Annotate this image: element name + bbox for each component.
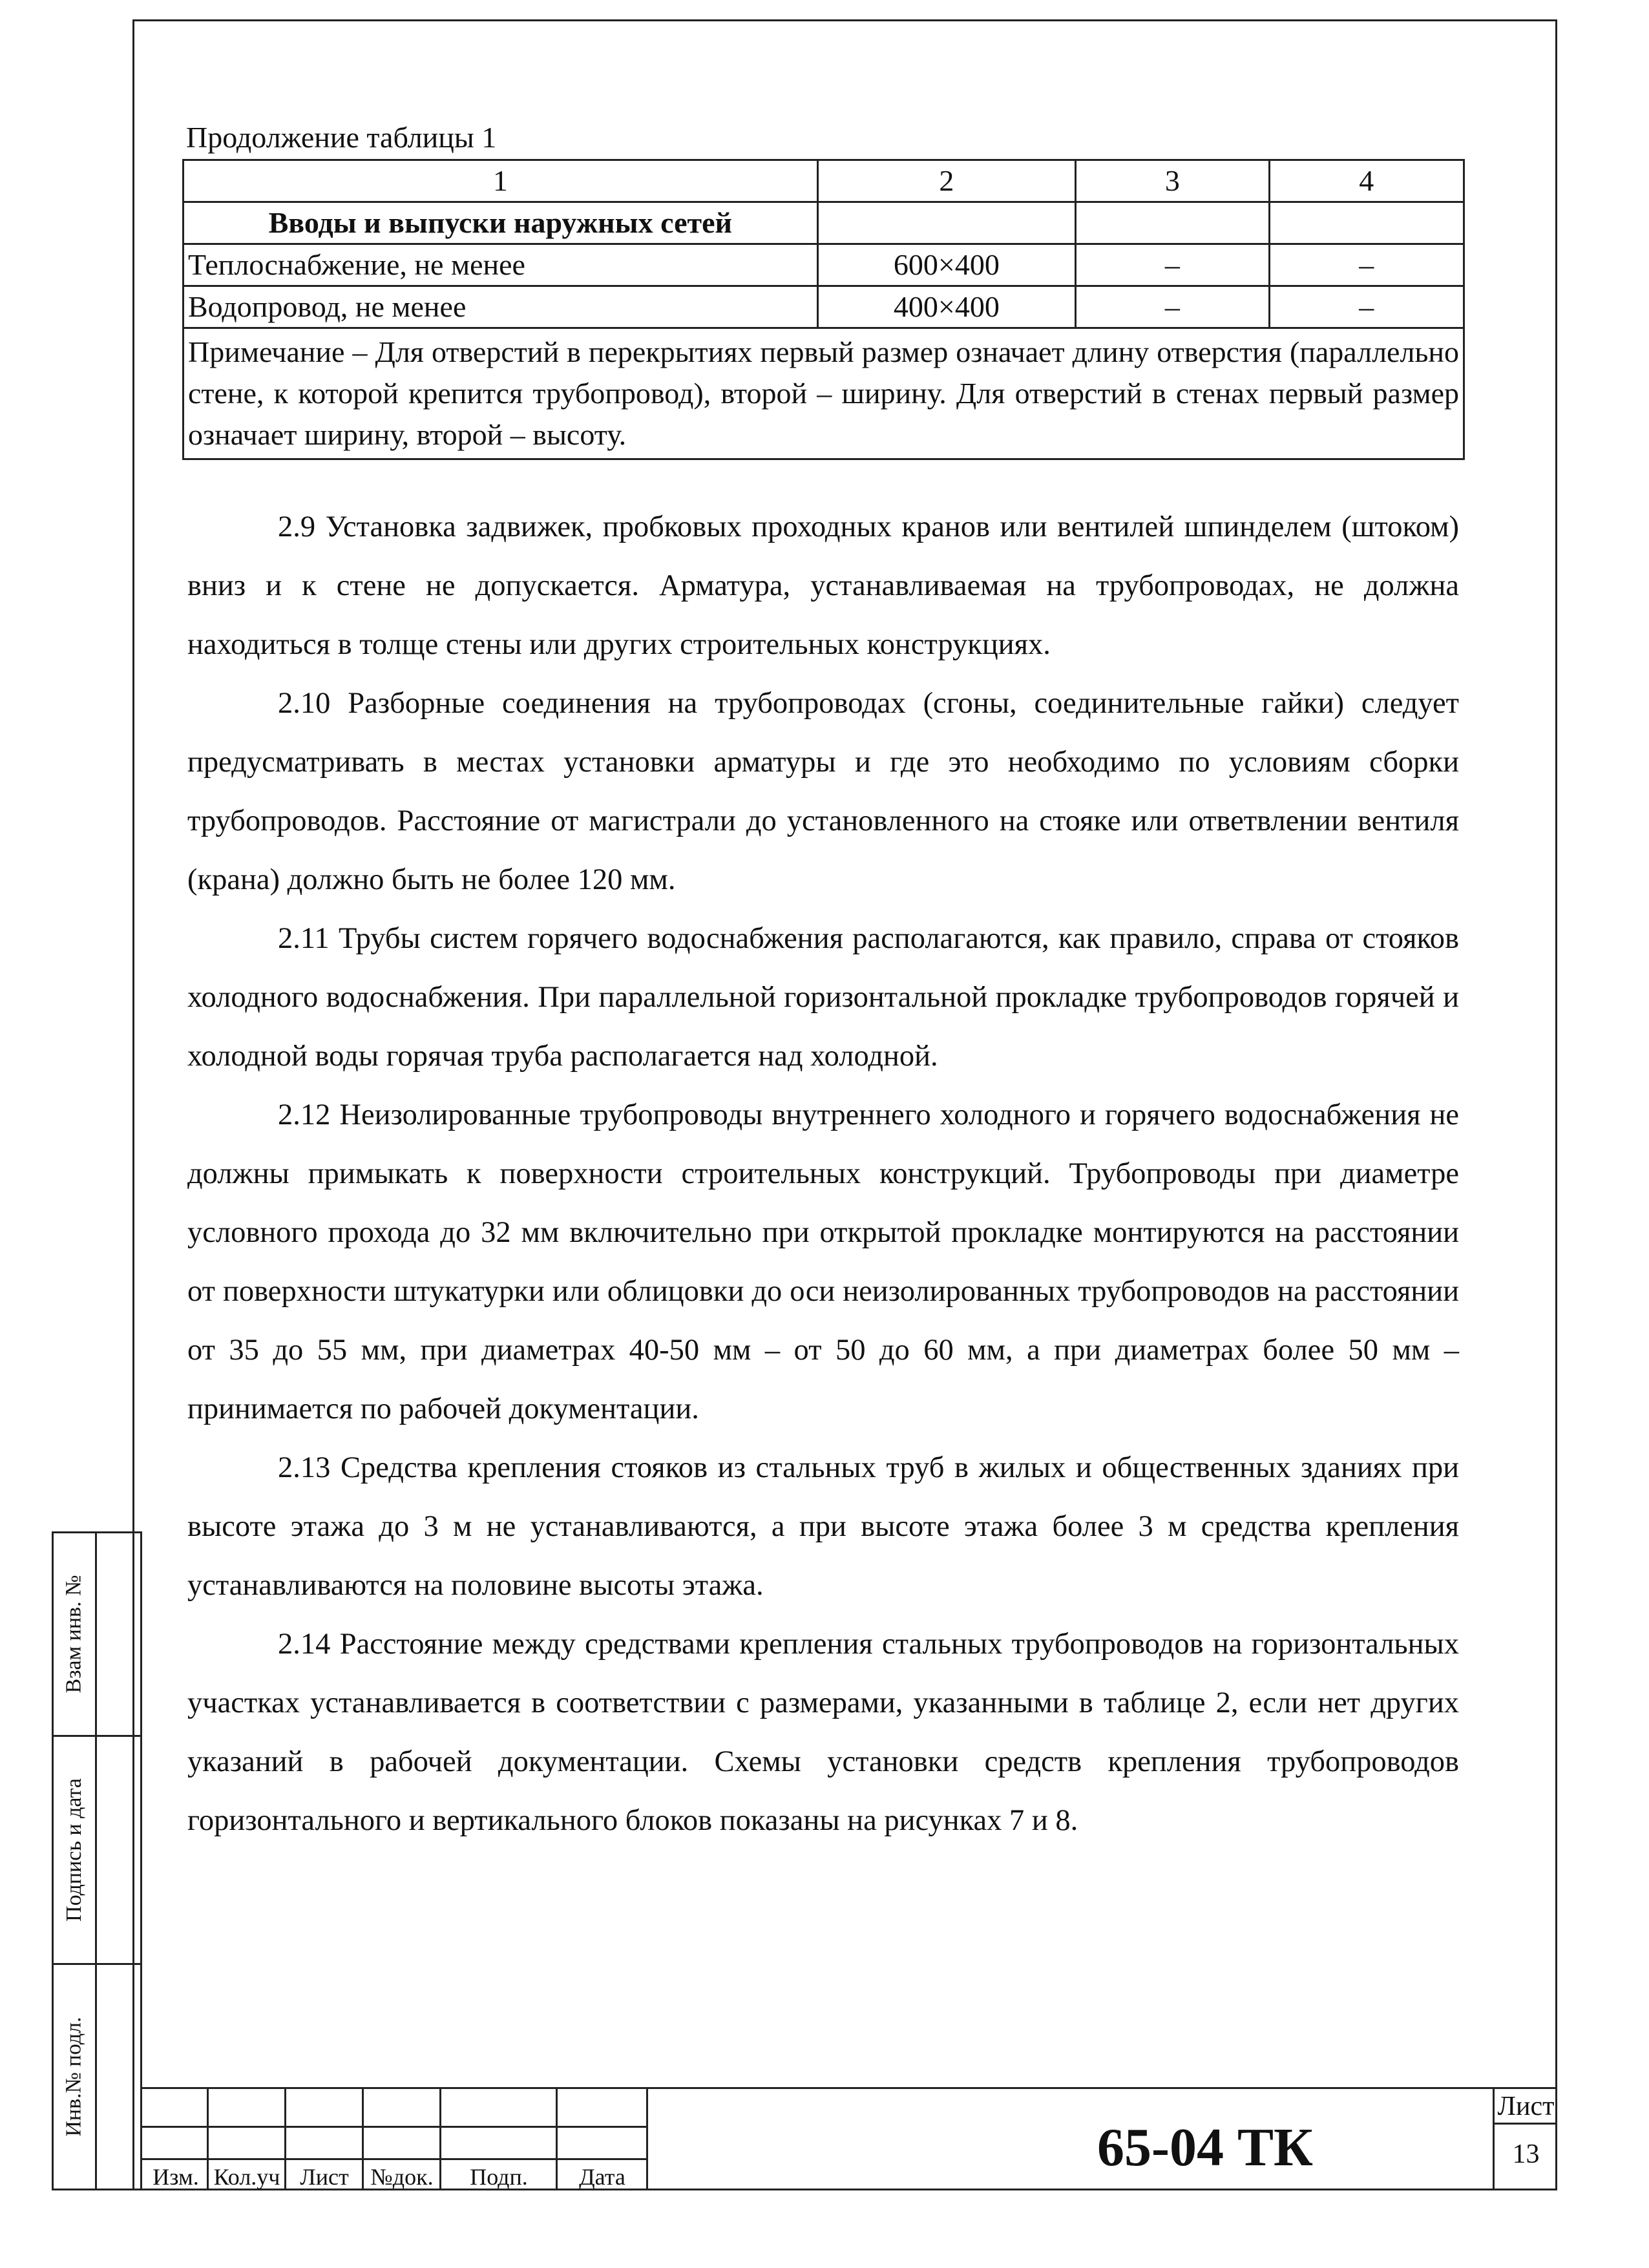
title-block-col-sheet: Лист	[300, 2164, 349, 2190]
table-cell-size: 400×400	[817, 286, 1076, 328]
side-label-signature: Подпись и дата	[62, 1778, 86, 1922]
title-block-col-sign: Подп.	[470, 2164, 528, 2190]
table-header-cell: 4	[1269, 160, 1464, 202]
side-stamp	[52, 1531, 142, 2190]
table-cell	[1269, 202, 1464, 244]
paragraph-2-14: 2.14 Расстояние между средствами крепления стальных трубопроводов на горизонтальных участках устанавливается в соответствии с размерами, указанными в таблице 2, если нет других указаний в рабочей документации. Схемы установки средств крепления трубопроводов горизонтального и вертикального блоков показаны на рисунках 7 и 8.	[187, 1628, 1459, 1837]
table-cell: –	[1076, 244, 1269, 286]
table-cell-name: Теплоснабжение, не менее	[184, 244, 818, 286]
title-block-col-count: Кол.уч	[213, 2164, 280, 2190]
sheet-number: 13	[1512, 2139, 1540, 2169]
side-label-replace: Взам инв. №	[62, 1575, 87, 1694]
title-block-col-docno: №док.	[370, 2164, 434, 2190]
table-cell: –	[1269, 286, 1464, 328]
paragraph-2-10: 2.10 Разборные соединения на трубопроводах (сгоны, соединительные гайки) следует предусматривать в местах установки арматуры и где это необходимо по условиям сборки трубопроводов. Расстояние от магистрали до установленного на стояке или ответвлении вентиля (крана) должно быть не более 120 мм.	[187, 687, 1459, 896]
table-section-row	[184, 202, 1464, 244]
table-cell: –	[1269, 244, 1464, 286]
sheet-label: Лист	[1497, 2092, 1555, 2121]
side-label-inv: Инв.№ подл.	[62, 2017, 87, 2137]
side-cell-signature-value	[95, 1735, 142, 1965]
side-cell-inv-value	[95, 1963, 142, 2190]
table-note: Примечание – Для отверстий в перекрытиях первый размер означает длину отверстия (параллельно стене, к которой крепится трубопровод), второй – ширину. Для отверстий в стенах первый размер означает ширину, второй – высоту.	[184, 328, 1464, 459]
table-header-cell: 2	[817, 160, 1076, 202]
title-block	[142, 2087, 1557, 2190]
paragraph-2-9: 2.9 Установка задвижек, пробковых проходных кранов или вентилей шпинделем (штоком) вниз и к стене не допускается. Арматура, устанавливаемая на трубопроводах, не должна находиться в толще стены или других строительных конструкциях.	[187, 510, 1459, 661]
table-row	[184, 286, 1464, 328]
side-cell-replace-value	[95, 1531, 142, 1737]
openings-table	[182, 159, 1465, 460]
table-section-title: Вводы и выпуски наружных сетей	[184, 202, 818, 244]
title-block-col-rev: Изм.	[152, 2164, 199, 2190]
table-header-row	[184, 160, 1464, 202]
paragraph-2-13: 2.13 Средства крепления стояков из стальных труб в жилых и общественных зданиях при высоте этажа до 3 м не устанавливаются, а при высоте этажа более 3 м средства крепления устанавливаются на половине высоты этажа.	[187, 1451, 1459, 1602]
table-cell	[817, 202, 1076, 244]
table-note-row	[184, 328, 1464, 459]
table-cell: –	[1076, 286, 1269, 328]
table-cell	[1076, 202, 1269, 244]
title-block-col-date: Дата	[579, 2164, 625, 2190]
paragraph-2-11: 2.11 Трубы систем горячего водоснабжения располагаются, как правило, справа от стояков холодного водоснабжения. При параллельной горизонтальной прокладке трубопроводов горячей и холодной воды горячая труба располагается над холодной.	[187, 922, 1459, 1073]
table-row	[184, 244, 1464, 286]
document-code: 65-04 ТК	[1097, 2117, 1313, 2178]
table-cell-name: Водопровод, не менее	[184, 286, 818, 328]
table-cell-size: 600×400	[817, 244, 1076, 286]
table-continuation-caption: Продолжение таблицы 1	[186, 121, 497, 154]
table-header-cell: 3	[1076, 160, 1269, 202]
body-text	[187, 498, 1459, 1850]
paragraph-2-12: 2.12 Неизолированные трубопроводы внутреннего холодного и горячего водоснабжения не должны примыкать к поверхности строительных конструкций. Трубопроводы при диаметре условного прохода до 32 мм включительно при открытой прокладке монтируются на расстоянии от поверхности штукатурки или облицовки до оси неизолированных трубопроводов на расстоянии от 35 до 55 мм, при диаметрах 40-50 мм – от 50 до 60 мм, а при диаметрах более 50 мм – принимается по рабочей документации.	[187, 1098, 1459, 1425]
table-header-cell: 1	[184, 160, 818, 202]
